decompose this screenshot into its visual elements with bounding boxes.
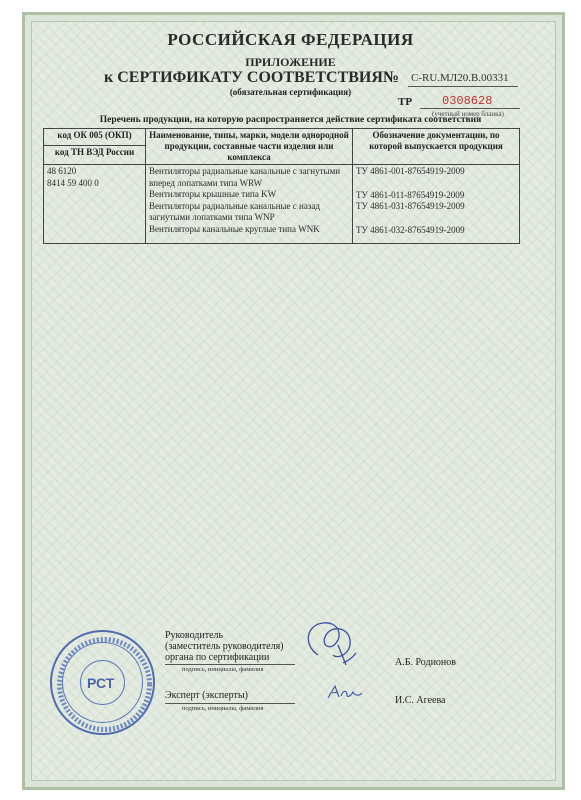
head-signature-icon — [298, 615, 368, 675]
expert-underline — [165, 703, 295, 704]
doc-item: ТУ 4861-001-87654919-2009 — [356, 166, 465, 176]
number-sign: № — [383, 69, 400, 86]
blank-number-underline — [420, 108, 520, 109]
stamp-logo: РСТ — [87, 675, 115, 691]
head-label-1: Руководитель — [165, 630, 224, 641]
certificate-number: C-RU.МЛ20.В.00331 — [411, 72, 509, 84]
expert-name: И.С. Агеева — [395, 695, 446, 706]
country-title: РОССИЙСКАЯ ФЕДЕРАЦИЯ — [167, 30, 414, 49]
okp-code: 48 6120 — [47, 166, 77, 176]
head-label-2: (заместитель руководителя) — [165, 641, 284, 652]
table-row — [44, 165, 520, 244]
head-caption: подпись, инициалы, фамилия — [182, 666, 264, 673]
stamp-ring-text-icon — [52, 632, 157, 737]
product-item: Вентиляторы радиальные канальные с назад загнутыми лопатками типа WNP — [149, 200, 320, 222]
header-tnved — [44, 146, 146, 165]
header-name-label: Наименование, типы, марки, модели однородной продукции, составные части изделия или комплекса — [149, 130, 349, 162]
header-docs — [353, 129, 520, 165]
tnved-code: 8414 59 400 0 — [47, 177, 99, 188]
blank-number: 0308628 — [442, 94, 493, 108]
doc-item: ТУ 4861-032-87654919-2009 — [356, 224, 465, 235]
expert-signature-icon — [325, 682, 365, 704]
head-underline — [165, 664, 295, 665]
product-item: Вентиляторы канальные круглые типа WNK — [149, 223, 320, 234]
header-okp — [44, 129, 146, 146]
codes-cell — [44, 165, 146, 244]
certification-stamp — [50, 630, 155, 735]
tp-label: ТР — [398, 96, 413, 108]
table-header-row — [44, 129, 520, 146]
header-tnved-label: код ТН ВЭД России — [54, 147, 135, 158]
docs-cell — [353, 165, 520, 244]
blank-note: (учетный номер бланка) — [432, 110, 504, 118]
header-docs-label: Обозначение документации, по которой выпускается продукция — [369, 130, 503, 151]
head-label-3: органа по сертификации — [165, 652, 270, 663]
products-cell — [146, 165, 353, 244]
doc-item: ТУ 4861-031-87654919-2009 — [356, 201, 465, 211]
header-okp-label: код ОК 005 (ОКП) — [57, 130, 132, 140]
expert-label: Эксперт (эксперты) — [165, 690, 248, 701]
certificate-title: к СЕРТИФИКАТУ СООТВЕТСТВИЯ — [104, 69, 383, 86]
products-table — [43, 128, 520, 244]
product-item: Вентиляторы радиальные канальные с загнутыми вперед лопатками типа WRW — [149, 166, 341, 188]
appendix-title: ПРИЛОЖЕНИЕ — [245, 55, 336, 69]
doc-item: ТУ 4861-011-87654919-2009 — [356, 189, 465, 200]
head-name: А.Б. Родионов — [395, 657, 457, 668]
mandatory-note: (обязательная сертификация) — [229, 87, 352, 97]
list-title: Перечень продукции, на которую распространяется действие сертификата соответствия — [99, 115, 482, 125]
header-name — [146, 129, 353, 165]
expert-caption: подпись, инициалы, фамилия — [182, 705, 264, 712]
product-item: Вентиляторы крышные типа KW — [149, 189, 277, 199]
